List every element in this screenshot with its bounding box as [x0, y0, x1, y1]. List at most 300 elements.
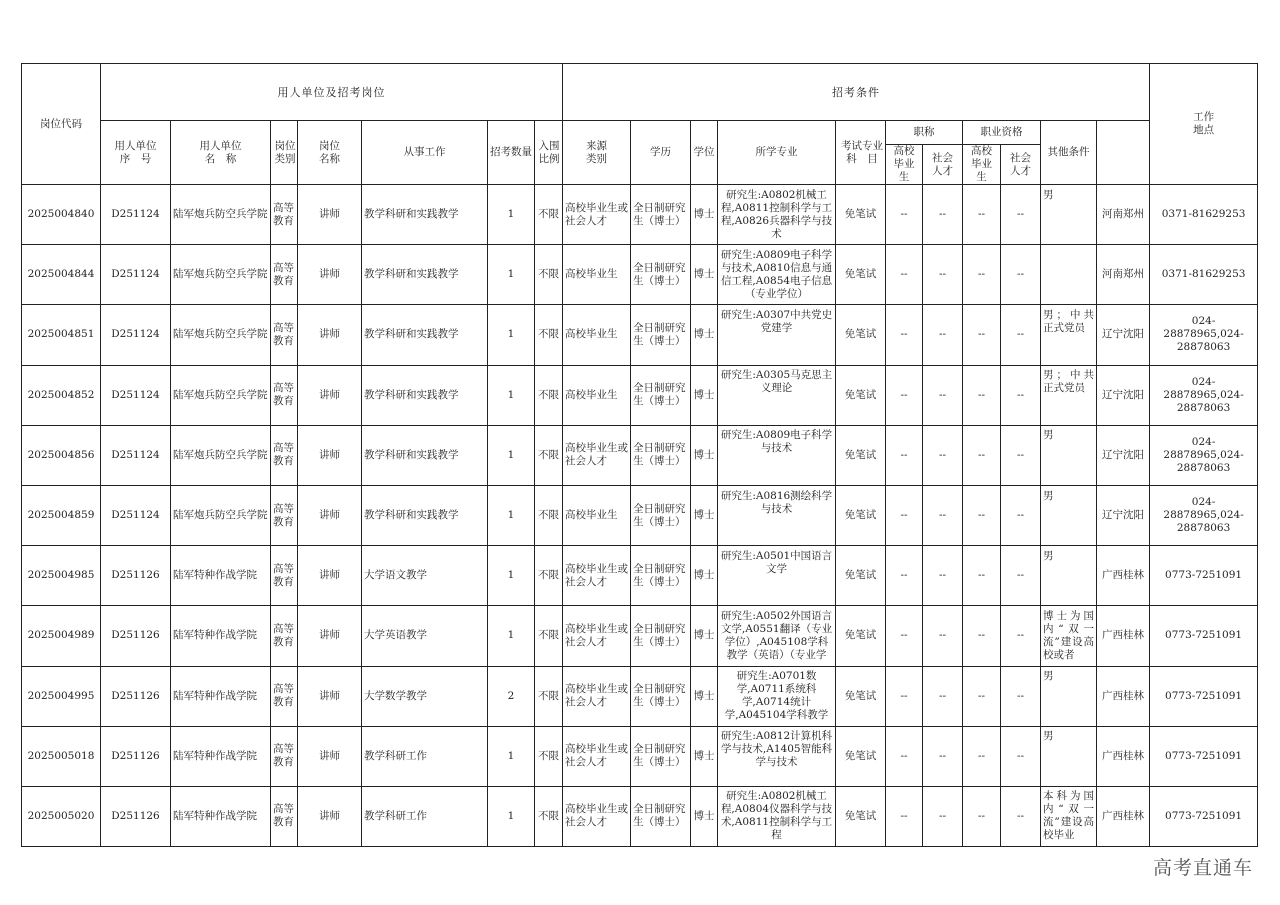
cell-work-content-text: 教学科研工作 [364, 809, 427, 822]
cell-phone [1150, 726, 1258, 786]
header-interview-ratio: 入围比例 [535, 121, 563, 185]
cell-post-name-text: 讲师 [319, 749, 340, 762]
cell-major [718, 365, 836, 425]
header-qual-social: 社会人才 [1001, 145, 1041, 185]
cell-education-text: 全日制研究生（博士） [633, 201, 686, 227]
cell-recruit-count [488, 546, 535, 606]
cell-post-category-text: 高等教育 [273, 382, 294, 408]
cell-interview-ratio-text: 不限 [538, 388, 559, 401]
cell-major-text: 研究生:A0816测绘科学与技术 [720, 489, 833, 515]
cell-other-conditions [1041, 365, 1097, 425]
cell-unit-name [171, 485, 271, 545]
header-unit-name: 用人单位名 称 [171, 121, 271, 185]
cell-degree-text: 博士 [693, 749, 715, 762]
cell-post-category-text: 高等教育 [273, 683, 294, 709]
cell-source-category-text: 高校毕业生 [565, 328, 618, 341]
cell-unit-name-text: 陆军炮兵防空兵学院 [173, 328, 268, 341]
cell-qual-university [963, 305, 1001, 365]
header-work-content: 从事工作 [362, 121, 488, 185]
cell-qual-university-text: -- [977, 328, 986, 341]
header-position-code: 岗位代码 [22, 64, 101, 185]
cell-post-category-text: 高等教育 [273, 502, 294, 528]
cell-other-conditions [1041, 666, 1097, 726]
cell-title-university [886, 485, 923, 545]
table-row [22, 726, 1258, 786]
cell-post-category-text: 高等教育 [273, 743, 294, 769]
cell-exam-subject [836, 305, 886, 365]
cell-work-content-text: 教学科研和实践教学 [364, 448, 459, 461]
cell-education [631, 425, 691, 485]
cell-major-text: 研究生:A0809电子科学与技术 [720, 429, 833, 455]
cell-position-code-text: 2025004844 [27, 268, 95, 281]
cell-exam-subject-text: 免笔试 [844, 268, 877, 281]
cell-title-social-text: -- [938, 328, 947, 341]
cell-unit-serial-text: D251124 [111, 208, 160, 221]
header-conditions-group: 招考条件 [563, 64, 1150, 121]
cell-unit-name [171, 546, 271, 606]
cell-education-text: 全日制研究生（博士） [633, 683, 686, 709]
cell-work-content-text: 教学科研和实践教学 [364, 509, 459, 522]
cell-work-location-text: 广西桂林 [1102, 569, 1145, 582]
cell-other-conditions [1041, 786, 1097, 846]
cell-other-conditions-text: 男 [1043, 429, 1054, 442]
cell-post-category [271, 305, 298, 365]
cell-education [631, 666, 691, 726]
cell-qual-university [963, 726, 1001, 786]
cell-title-university [886, 245, 923, 305]
cell-unit-serial [101, 606, 171, 666]
cell-work-content [362, 185, 488, 245]
cell-position-code-text: 2025004852 [27, 388, 95, 401]
cell-education-text: 全日制研究生（博士） [633, 502, 686, 528]
cell-exam-subject-text: 免笔试 [844, 208, 877, 221]
header-exam-subject: 考试专业科 目 [836, 121, 886, 185]
cell-qual-social-text: -- [1016, 809, 1025, 822]
cell-degree [691, 185, 718, 245]
cell-post-name-text: 讲师 [319, 569, 340, 582]
cell-post-name-text: 讲师 [319, 268, 340, 281]
cell-work-location-text: 辽宁沈阳 [1102, 328, 1145, 341]
cell-other-conditions-text: 博士为国内“双一流”建设高校或者 [1043, 609, 1095, 661]
cell-major-text: 研究生:A0812计算机科学与技术,A1405智能科学与技术 [720, 730, 833, 769]
cell-title-social [923, 305, 963, 365]
cell-qual-university [963, 786, 1001, 846]
cell-work-content [362, 365, 488, 425]
cell-interview-ratio-text: 不限 [538, 208, 559, 221]
cell-degree-text: 博士 [693, 268, 715, 281]
cell-interview-ratio-text: 不限 [538, 509, 559, 522]
cell-degree-text: 博士 [693, 328, 715, 341]
cell-major [718, 485, 836, 545]
cell-title-university-text: -- [900, 328, 908, 341]
cell-post-category-text: 高等教育 [273, 321, 294, 347]
cell-other-conditions-text: 本科为国内“双一流”建设高校毕业 [1043, 790, 1095, 842]
header-post-category: 岗位类别 [271, 121, 298, 185]
cell-other-conditions-text: 男 [1043, 188, 1054, 201]
cell-major [718, 425, 836, 485]
cell-unit-serial [101, 546, 171, 606]
cell-exam-subject-text: 免笔试 [844, 689, 877, 702]
cell-work-content [362, 606, 488, 666]
table-body [22, 185, 1258, 847]
cell-unit-name-text: 陆军特种作战学院 [173, 749, 257, 762]
cell-post-category [271, 485, 298, 545]
cell-work-content [362, 786, 488, 846]
cell-degree-text: 博士 [693, 509, 715, 522]
cell-work-location [1097, 185, 1150, 245]
cell-exam-subject-text: 免笔试 [844, 809, 877, 822]
cell-exam-subject-text: 免笔试 [844, 388, 877, 401]
cell-other-conditions-text: 男；中共正式党员 [1043, 369, 1095, 395]
cell-work-location [1097, 606, 1150, 666]
cell-other-conditions [1041, 726, 1097, 786]
cell-unit-name-text: 陆军炮兵防空兵学院 [173, 208, 268, 221]
cell-source-category [563, 546, 631, 606]
cell-work-location-text: 辽宁沈阳 [1102, 448, 1145, 461]
cell-education [631, 606, 691, 666]
cell-phone-text: 024-28878965,024-28878063 [1163, 315, 1244, 354]
cell-qual-social-text: -- [1016, 208, 1025, 221]
cell-qual-university-text: -- [977, 448, 986, 461]
cell-unit-name-text: 陆军特种作战学院 [173, 689, 257, 702]
cell-education [631, 485, 691, 545]
cell-source-category-text: 高校毕业生或社会人才 [565, 622, 629, 648]
cell-unit-serial-text: D251124 [111, 388, 160, 401]
cell-unit-name [171, 305, 271, 365]
cell-degree-text: 博士 [693, 809, 715, 822]
cell-source-category [563, 786, 631, 846]
cell-degree-text: 博士 [693, 208, 715, 221]
cell-qual-university-text: -- [977, 388, 986, 401]
cell-qual-social [1001, 786, 1041, 846]
cell-post-category [271, 666, 298, 726]
cell-recruit-count-text: 2 [507, 689, 515, 702]
cell-recruit-count [488, 245, 535, 305]
cell-exam-subject [836, 425, 886, 485]
cell-work-content [362, 726, 488, 786]
cell-interview-ratio-text: 不限 [538, 268, 559, 281]
cell-qual-university [963, 365, 1001, 425]
cell-title-social-text: -- [938, 509, 947, 522]
cell-work-location-text: 广西桂林 [1102, 689, 1145, 702]
cell-title-university-text: -- [900, 629, 908, 642]
cell-title-social-text: -- [938, 569, 947, 582]
cell-post-name [298, 425, 362, 485]
cell-unit-serial-text: D251124 [111, 448, 160, 461]
cell-education-text: 全日制研究生（博士） [633, 321, 686, 347]
cell-degree [691, 726, 718, 786]
cell-qual-social-text: -- [1016, 388, 1025, 401]
cell-post-name-text: 讲师 [319, 629, 340, 642]
cell-unit-serial [101, 666, 171, 726]
cell-interview-ratio-text: 不限 [538, 328, 559, 341]
cell-education [631, 546, 691, 606]
cell-degree [691, 606, 718, 666]
cell-recruit-count-text: 1 [507, 268, 515, 281]
cell-unit-name [171, 365, 271, 425]
cell-exam-subject-text: 免笔试 [844, 629, 877, 642]
cell-qual-social-text: -- [1016, 268, 1025, 281]
cell-post-name-text: 讲师 [319, 208, 340, 221]
cell-work-location [1097, 425, 1150, 485]
cell-unit-name-text: 陆军炮兵防空兵学院 [173, 509, 268, 522]
cell-interview-ratio [535, 485, 563, 545]
cell-major [718, 606, 836, 666]
cell-unit-serial-text: D251124 [111, 268, 160, 281]
cell-post-name [298, 365, 362, 425]
cell-unit-serial-text: D251124 [111, 509, 160, 522]
cell-unit-name [171, 245, 271, 305]
cell-post-category [271, 726, 298, 786]
cell-work-content [362, 666, 488, 726]
cell-unit-serial [101, 185, 171, 245]
cell-education [631, 786, 691, 846]
cell-post-category-text: 高等教育 [273, 201, 294, 227]
cell-degree-text: 博士 [693, 569, 715, 582]
cell-other-conditions [1041, 305, 1097, 365]
cell-position-code [22, 185, 101, 245]
cell-post-category [271, 606, 298, 666]
cell-position-code-text: 2025005018 [27, 749, 95, 762]
header-unit-group: 用人单位及招考岗位 [101, 64, 563, 121]
cell-post-name [298, 305, 362, 365]
cell-degree [691, 786, 718, 846]
cell-work-content-text: 大学数学教学 [364, 689, 427, 702]
cell-source-category [563, 365, 631, 425]
cell-work-content-text: 教学科研和实践教学 [364, 268, 459, 281]
cell-recruit-count [488, 305, 535, 365]
cell-title-university-text: -- [900, 689, 908, 702]
cell-work-location [1097, 726, 1150, 786]
cell-position-code-text: 2025004989 [27, 629, 95, 642]
cell-major [718, 546, 836, 606]
cell-source-category-text: 高校毕业生或社会人才 [565, 743, 629, 769]
cell-source-category [563, 305, 631, 365]
cell-qual-social-text: -- [1016, 448, 1025, 461]
cell-source-category [563, 666, 631, 726]
cell-work-content [362, 245, 488, 305]
cell-title-social-text: -- [938, 208, 947, 221]
cell-qual-social-text: -- [1016, 689, 1025, 702]
cell-major-text: 研究生:A0701数学,A0711系统科学,A0714统计学,A045104学科教学 [724, 670, 829, 722]
cell-title-social [923, 365, 963, 425]
cell-recruit-count [488, 365, 535, 425]
cell-unit-name [171, 786, 271, 846]
cell-qual-social [1001, 365, 1041, 425]
cell-major [718, 305, 836, 365]
cell-title-university-text: -- [900, 809, 908, 822]
cell-qual-university [963, 245, 1001, 305]
cell-education [631, 726, 691, 786]
cell-work-location [1097, 485, 1150, 545]
cell-post-category [271, 245, 298, 305]
cell-interview-ratio-text: 不限 [538, 809, 559, 822]
cell-qual-university [963, 606, 1001, 666]
cell-title-university [886, 365, 923, 425]
cell-unit-serial [101, 726, 171, 786]
table-row [22, 365, 1258, 425]
cell-major [718, 726, 836, 786]
cell-degree [691, 425, 718, 485]
cell-position-code [22, 786, 101, 846]
cell-work-location-text: 广西桂林 [1102, 809, 1145, 822]
cell-work-content [362, 546, 488, 606]
cell-exam-subject [836, 185, 886, 245]
cell-unit-name [171, 666, 271, 726]
header-other-conditions: 其他条件 [1041, 121, 1097, 185]
cell-education [631, 365, 691, 425]
cell-qual-social-text: -- [1016, 509, 1025, 522]
cell-recruit-count [488, 185, 535, 245]
cell-position-code-text: 2025004985 [27, 569, 95, 582]
cell-major-text: 研究生:A0501中国语言文学 [720, 549, 833, 575]
header-title-social: 社会人才 [923, 145, 963, 185]
cell-title-social [923, 546, 963, 606]
cell-degree [691, 485, 718, 545]
cell-position-code-text: 2025004851 [27, 328, 95, 341]
cell-recruit-count [488, 485, 535, 545]
cell-phone [1150, 546, 1258, 606]
cell-exam-subject-text: 免笔试 [844, 509, 877, 522]
cell-post-name-text: 讲师 [319, 328, 340, 341]
cell-unit-name [171, 185, 271, 245]
cell-qual-university [963, 485, 1001, 545]
cell-phone [1150, 185, 1258, 245]
cell-qual-university-text: -- [977, 569, 986, 582]
cell-unit-name [171, 606, 271, 666]
cell-qual-social [1001, 425, 1041, 485]
header-qualification-group: 职业资格 [963, 121, 1041, 145]
cell-unit-serial-text: D251126 [111, 809, 160, 822]
cell-position-code [22, 365, 101, 425]
cell-qual-social [1001, 606, 1041, 666]
cell-unit-serial-text: D251126 [111, 629, 160, 642]
cell-unit-serial [101, 485, 171, 545]
cell-title-university-text: -- [900, 208, 908, 221]
cell-source-category-text: 高校毕业生或社会人才 [565, 562, 629, 588]
cell-source-category [563, 606, 631, 666]
cell-phone [1150, 666, 1258, 726]
cell-major [718, 185, 836, 245]
cell-exam-subject [836, 485, 886, 545]
cell-unit-serial [101, 786, 171, 846]
cell-unit-name-text: 陆军炮兵防空兵学院 [173, 268, 268, 281]
cell-interview-ratio [535, 666, 563, 726]
cell-qual-social-text: -- [1016, 629, 1025, 642]
cell-qual-university [963, 425, 1001, 485]
cell-recruit-count [488, 425, 535, 485]
cell-interview-ratio [535, 365, 563, 425]
cell-exam-subject-text: 免笔试 [844, 749, 877, 762]
cell-post-name [298, 546, 362, 606]
cell-qual-university [963, 185, 1001, 245]
cell-post-name [298, 245, 362, 305]
cell-post-category [271, 546, 298, 606]
cell-source-category [563, 425, 631, 485]
cell-title-university [886, 305, 923, 365]
cell-qual-social-text: -- [1016, 749, 1025, 762]
cell-phone-text: 0371-81629253 [1161, 208, 1246, 221]
cell-interview-ratio-text: 不限 [538, 629, 559, 642]
cell-exam-subject [836, 365, 886, 425]
cell-major [718, 245, 836, 305]
cell-unit-serial [101, 365, 171, 425]
cell-qual-university-text: -- [977, 208, 986, 221]
cell-interview-ratio [535, 786, 563, 846]
cell-recruit-count-text: 1 [507, 448, 515, 461]
cell-title-social-text: -- [938, 749, 947, 762]
cell-education [631, 305, 691, 365]
table-row [22, 245, 1258, 305]
cell-education-text: 全日制研究生（博士） [633, 622, 686, 648]
table-header [22, 64, 1258, 185]
cell-qual-social [1001, 185, 1041, 245]
cell-title-university-text: -- [900, 448, 908, 461]
cell-title-social [923, 185, 963, 245]
cell-education [631, 185, 691, 245]
cell-qual-university-text: -- [977, 749, 986, 762]
cell-unit-name [171, 425, 271, 485]
cell-other-conditions-text [1043, 249, 1094, 301]
cell-post-name [298, 726, 362, 786]
cell-work-location-text: 广西桂林 [1102, 629, 1145, 642]
cell-interview-ratio [535, 606, 563, 666]
cell-degree [691, 245, 718, 305]
header-degree: 学位 [691, 121, 718, 185]
table-row [22, 425, 1258, 485]
cell-position-code [22, 606, 101, 666]
cell-title-university-text: -- [900, 749, 908, 762]
cell-title-university-text: -- [900, 509, 908, 522]
cell-unit-name-text: 陆军炮兵防空兵学院 [173, 388, 268, 401]
cell-phone-text: 024-28878965,024-28878063 [1163, 435, 1244, 474]
cell-title-university [886, 606, 923, 666]
cell-title-university [886, 185, 923, 245]
cell-exam-subject-text: 免笔试 [844, 569, 877, 582]
cell-post-category [271, 786, 298, 846]
cell-other-conditions [1041, 546, 1097, 606]
cell-source-category-text: 高校毕业生 [565, 388, 618, 401]
cell-other-conditions-text: 男 [1043, 670, 1054, 683]
header-education: 学历 [631, 121, 691, 185]
cell-work-location-text: 辽宁沈阳 [1102, 388, 1145, 401]
cell-qual-university-text: -- [977, 689, 986, 702]
cell-source-category-text: 高校毕业生或社会人才 [565, 442, 629, 468]
watermark: 高考直通车 [1152, 857, 1253, 879]
cell-work-location-text: 辽宁沈阳 [1102, 509, 1145, 522]
cell-unit-serial [101, 305, 171, 365]
cell-position-code [22, 546, 101, 606]
cell-unit-serial-text: D251126 [111, 749, 160, 762]
cell-title-social [923, 606, 963, 666]
cell-degree [691, 365, 718, 425]
cell-qual-social-text: -- [1016, 569, 1025, 582]
cell-exam-subject [836, 786, 886, 846]
cell-title-social [923, 245, 963, 305]
cell-phone-text: 0773-7251091 [1165, 689, 1243, 702]
header-unit-serial: 用人单位序 号 [101, 121, 171, 185]
cell-position-code-text: 2025004856 [27, 448, 95, 461]
cell-degree [691, 666, 718, 726]
cell-position-code-text: 2025005020 [27, 809, 95, 822]
cell-unit-serial-text: D251126 [111, 689, 160, 702]
cell-source-category-text: 高校毕业生 [565, 509, 618, 522]
cell-degree [691, 546, 718, 606]
cell-degree-text: 博士 [693, 448, 715, 461]
cell-post-name-text: 讲师 [319, 509, 340, 522]
cell-title-university [886, 425, 923, 485]
cell-interview-ratio [535, 305, 563, 365]
